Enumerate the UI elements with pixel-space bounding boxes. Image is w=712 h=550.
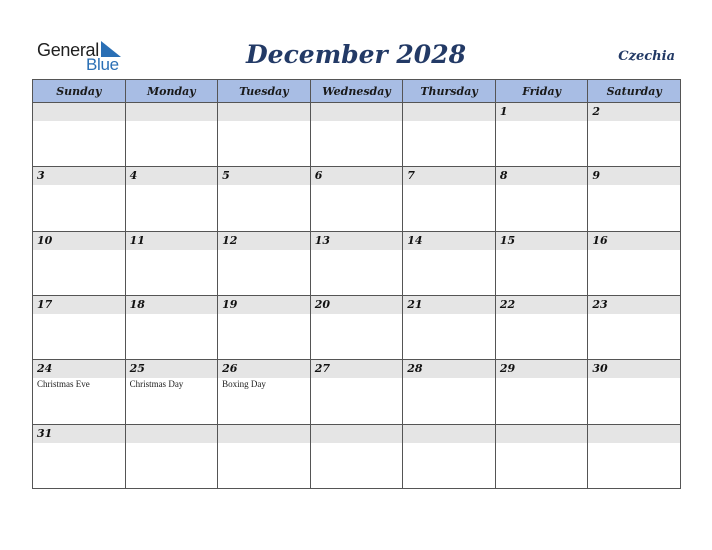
- day-number-band: [496, 360, 588, 378]
- day-number: 11: [129, 233, 145, 247]
- day-number-band: [126, 296, 218, 314]
- day-number-band: [33, 232, 125, 250]
- day-cell: [125, 231, 218, 295]
- day-cell: [588, 424, 681, 488]
- day-cell: [403, 167, 496, 231]
- weekday-header-row: [33, 80, 681, 103]
- day-number-band: [126, 103, 218, 121]
- day-number-band: [496, 167, 588, 185]
- day-number-band: [588, 296, 680, 314]
- weekday-header: Friday: [495, 80, 588, 103]
- day-cell: [588, 231, 681, 295]
- day-number: 3: [37, 169, 45, 183]
- day-cell: [310, 360, 403, 424]
- logo-text-blue: Blue: [86, 55, 119, 74]
- day-number-band: [33, 296, 125, 314]
- day-number-band: [126, 167, 218, 185]
- day-number-band: [33, 103, 125, 121]
- day-number: 13: [314, 233, 330, 247]
- day-number-band: [403, 103, 495, 121]
- day-number: 15: [499, 233, 516, 247]
- day-number-band: [496, 232, 588, 250]
- day-cell: [588, 360, 681, 424]
- day-cell: [403, 231, 496, 295]
- day-cell: [588, 167, 681, 231]
- day-cell: [403, 360, 496, 424]
- day-cell: [403, 424, 496, 488]
- week-row: [33, 295, 681, 359]
- day-number: 5: [222, 169, 230, 183]
- day-cell: [310, 103, 403, 167]
- day-cell: [495, 360, 588, 424]
- day-number: 16: [592, 233, 608, 247]
- day-cell: [495, 231, 588, 295]
- calendar-grid: [32, 79, 681, 489]
- day-cell: [403, 103, 496, 167]
- week-row: [33, 103, 681, 167]
- day-number-band: [588, 103, 680, 121]
- day-cell: [218, 167, 311, 231]
- day-number-band: [496, 296, 588, 314]
- weekday-header: Tuesday: [218, 80, 311, 103]
- day-cell: [33, 295, 126, 359]
- day-number-band: [588, 232, 680, 250]
- day-cell: [588, 295, 681, 359]
- logo-text-general: General: [37, 40, 99, 60]
- day-number-band: [218, 360, 310, 378]
- day-number-band: [218, 103, 310, 121]
- day-number-band: [403, 296, 495, 314]
- day-number-band: [33, 425, 125, 443]
- day-number: 4: [129, 169, 138, 183]
- day-number: 19: [222, 297, 238, 311]
- day-number: 27: [314, 362, 330, 376]
- day-number: 26: [222, 362, 238, 376]
- day-number-band: [496, 425, 588, 443]
- holiday-label: Christmas Eve: [37, 379, 90, 390]
- day-cell: [495, 424, 588, 488]
- day-number: 8: [499, 169, 508, 183]
- week-row: [33, 167, 681, 231]
- day-number: 7: [407, 169, 415, 183]
- day-number: 28: [407, 362, 423, 376]
- day-cell: [310, 295, 403, 359]
- day-number: 30: [592, 362, 608, 376]
- day-number-band: [126, 425, 218, 443]
- day-number-band: [588, 167, 680, 185]
- day-number-band: [311, 103, 403, 121]
- day-cell: [125, 360, 218, 424]
- day-number-band: [311, 296, 403, 314]
- day-cell: [310, 424, 403, 488]
- day-number-band: [126, 232, 218, 250]
- weekday-header: Monday: [125, 80, 218, 103]
- day-number: 17: [37, 297, 53, 311]
- day-number: 24: [37, 362, 53, 376]
- day-number: 12: [222, 233, 238, 247]
- day-cell: [33, 231, 126, 295]
- day-number: 6: [314, 169, 323, 183]
- day-number-band: [311, 360, 403, 378]
- week-row: [33, 231, 681, 295]
- day-number-band: [311, 167, 403, 185]
- holiday-label: Christmas Day: [129, 379, 184, 390]
- day-cell: [125, 295, 218, 359]
- day-number-band: [33, 167, 125, 185]
- day-cell: [403, 295, 496, 359]
- day-number-band: [403, 425, 495, 443]
- day-number-band: [218, 232, 310, 250]
- day-number-band: [218, 296, 310, 314]
- day-number: 9: [592, 169, 601, 183]
- weekday-header: Saturday: [588, 80, 681, 103]
- day-number: 18: [129, 297, 145, 311]
- day-number: 31: [37, 426, 53, 440]
- day-cell: [588, 103, 681, 167]
- day-cell: [495, 103, 588, 167]
- day-number-band: [588, 425, 680, 443]
- weekday-header: Wednesday: [310, 80, 403, 103]
- day-number-band: [218, 167, 310, 185]
- day-cell: [495, 295, 588, 359]
- day-number: 10: [37, 233, 53, 247]
- calendar-title: December 2028: [245, 40, 466, 69]
- day-number: 21: [407, 297, 423, 311]
- day-number-band: [588, 360, 680, 378]
- weekday-header: Sunday: [33, 80, 126, 103]
- day-number-band: [496, 103, 588, 121]
- day-number-band: [311, 425, 403, 443]
- day-cell: [495, 167, 588, 231]
- weekday-header: Thursday: [403, 80, 496, 103]
- day-number: 22: [499, 297, 516, 311]
- day-number: 23: [592, 297, 608, 311]
- day-cell: [33, 424, 126, 488]
- day-cell: [125, 103, 218, 167]
- day-cell: [33, 360, 126, 424]
- day-number-band: [403, 167, 495, 185]
- day-number-band: [33, 360, 125, 378]
- day-cell: [218, 295, 311, 359]
- day-cell: [125, 167, 218, 231]
- day-cell: [218, 424, 311, 488]
- calendar-body: [33, 103, 681, 489]
- day-number: 29: [499, 362, 516, 376]
- day-number-band: [403, 232, 495, 250]
- day-number: 2: [592, 105, 601, 118]
- day-number: 1: [499, 105, 508, 118]
- day-cell: [310, 167, 403, 231]
- day-cell: [33, 103, 126, 167]
- day-number-band: [403, 360, 495, 378]
- holiday-label: Boxing Day: [222, 379, 266, 390]
- day-number-band: [311, 232, 403, 250]
- day-number-band: [126, 360, 218, 378]
- day-number: 25: [129, 362, 145, 376]
- day-number: 14: [407, 233, 423, 247]
- day-cell: [218, 360, 311, 424]
- day-cell: [218, 231, 311, 295]
- day-cell: [310, 231, 403, 295]
- day-number-band: [218, 425, 310, 443]
- day-number: 20: [314, 297, 330, 311]
- day-cell: [33, 167, 126, 231]
- country-label: Czechia: [618, 49, 675, 64]
- week-row: [33, 424, 681, 488]
- day-cell: [218, 103, 311, 167]
- day-cell: [125, 424, 218, 488]
- week-row: [33, 360, 681, 424]
